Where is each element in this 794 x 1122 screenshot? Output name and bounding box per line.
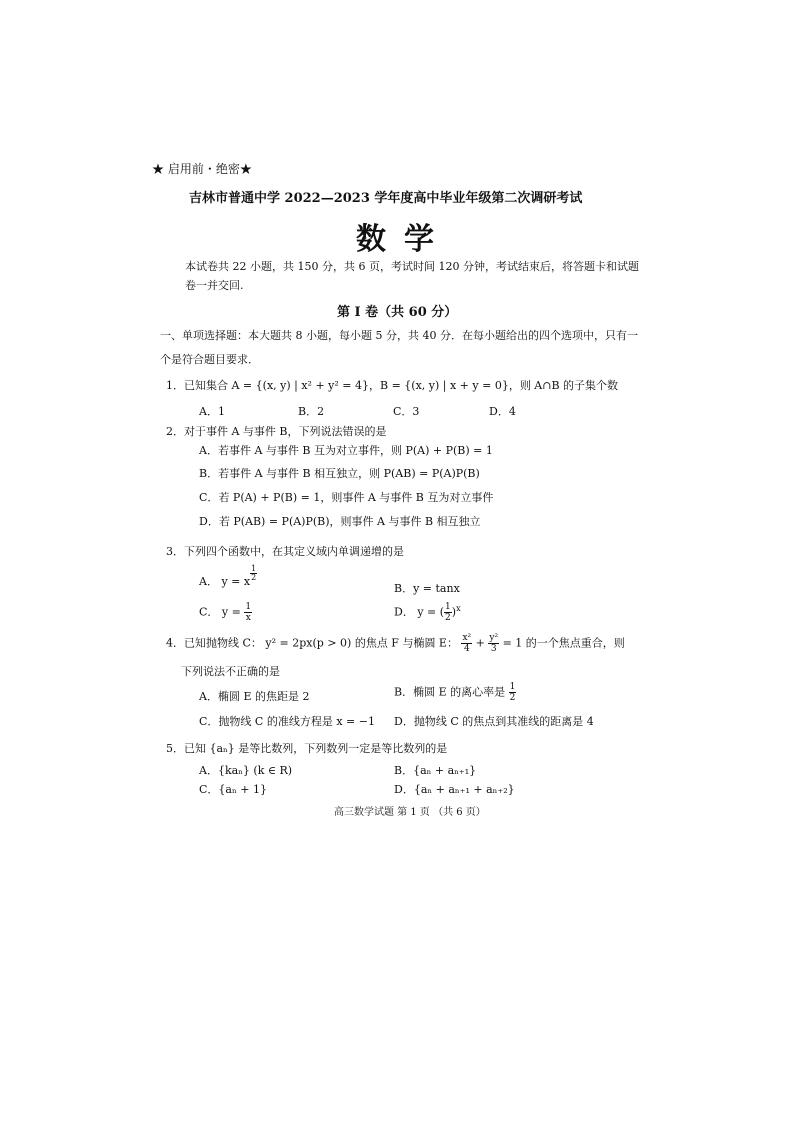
section-intro: 一、单项选择题：本大题共 8 小题，每小题 5 分，共 40 分．在每小题给出的四个选项中，只有一个是符合题目要求． bbox=[160, 329, 638, 366]
confidential-mark: ★ 启用前・绝密★ bbox=[152, 162, 252, 176]
question-1-option-b: B．2 bbox=[298, 405, 325, 418]
option-label: C． bbox=[199, 605, 219, 619]
question-5-option-c: C．{aₙ + 1} bbox=[199, 783, 267, 796]
question-2-option-c: C．若 P(A) + P(B) = 1，则事件 A 与事件 B 互为对立事件 bbox=[199, 491, 494, 504]
fraction: $\frac{1}{2}$ bbox=[445, 602, 451, 623]
math-expression: y = ( bbox=[417, 605, 445, 619]
exam-instructions: 本试卷共 22 小题，共 150 分，共 6 页，考试时间 120 分钟，考试结束后，将答题卡和试题卷一并交回. bbox=[185, 260, 639, 292]
question-5-option-d: D．{aₙ + aₙ₊₁ + aₙ₊₂} bbox=[394, 783, 515, 796]
question-5-option-a: A．{kaₙ} (k ∈ R) bbox=[199, 764, 293, 777]
question-2-option-b: B．若事件 A 与事件 B 相互独立，则 P(AB) = P(A)P(B) bbox=[199, 467, 480, 480]
question-3-option-a bbox=[199, 564, 257, 590]
question-4-option-a: A．椭圆 E 的焦距是 2 bbox=[199, 690, 310, 703]
question-1-stem: 1．已知集合 A = {(x, y) | x² + y² = 4}，B = {(x, y) | x + y = 0}，则 A∩B 的子集个数 bbox=[166, 379, 619, 392]
exam-title: 吉林市普通中学 2022—2023 学年度高中毕业年级第二次调研考试 bbox=[189, 191, 583, 206]
question-1-option-d: D．4 bbox=[489, 405, 516, 418]
question-5-stem: 5．已知 {aₙ} 是等比数列，下列数列一定是等比数列的是 bbox=[166, 742, 448, 755]
question-4-stem-line2: 下列说法不正确的是 bbox=[181, 665, 280, 678]
fraction: $\frac{\text{x²}}{4}$ bbox=[462, 633, 472, 654]
math-expression: y = bbox=[221, 605, 241, 619]
question-2-option-d: D．若 P(AB) = P(A)P(B)，则事件 A 与事件 B 相互独立 bbox=[199, 515, 481, 528]
question-2-option-a: A．若事件 A 与事件 B 互为对立事件，则 P(A) + P(B) = 1 bbox=[199, 444, 493, 457]
math-expression: y = x bbox=[221, 575, 251, 588]
question-1-option-c: C．3 bbox=[393, 405, 420, 418]
question-3-option-b: B．y = tanx bbox=[394, 582, 460, 595]
question-4-stem: 4．已知抛物线 C： y² = 2px(p > 0) 的焦点 F 与椭圆 E： $\frac{\text{x²}}{4}$ + $\frac{\text{y²}}{3}$ = 1 的一个焦点重合，则 bbox=[166, 633, 625, 654]
question-3-option-c bbox=[199, 602, 252, 623]
page-footer: 高三数学试题 第 1 页 （共 6 页） bbox=[334, 807, 486, 818]
fraction: $\frac{1}{x}$ bbox=[245, 602, 252, 623]
question-4-option-b: B．椭圆 E 的离心率是 $\frac{1}{2}$ bbox=[394, 682, 516, 703]
fraction: $\frac{\text{y²}}{3}$ bbox=[489, 633, 499, 654]
question-3-stem: 3．下列四个函数中，在其定义域内单调递增的是 bbox=[166, 545, 404, 558]
part-title: 第 I 卷（共 60 分） bbox=[337, 305, 458, 320]
fraction: $\frac{1}{2}$ bbox=[509, 682, 516, 703]
subject-title: 数学 bbox=[356, 222, 452, 257]
question-1-option-a: A．1 bbox=[199, 405, 225, 418]
option-label: D． bbox=[394, 605, 414, 619]
exponent-fraction: $\frac{1}{2}$ bbox=[251, 564, 257, 582]
question-5-option-b: B．{aₙ + aₙ₊₁} bbox=[394, 764, 477, 777]
question-4-option-d: D．抛物线 C 的焦点到其准线的距离是 4 bbox=[394, 715, 594, 728]
question-2-stem: 2．对于事件 A 与事件 B，下列说法错误的是 bbox=[166, 425, 387, 438]
question-4-option-c: C．抛物线 C 的准线方程是 x = −1 bbox=[199, 715, 375, 728]
question-3-option-d: D． y = ( $\frac{1}{2}$ )$^x$ bbox=[394, 602, 461, 623]
option-label: A． bbox=[199, 575, 218, 588]
